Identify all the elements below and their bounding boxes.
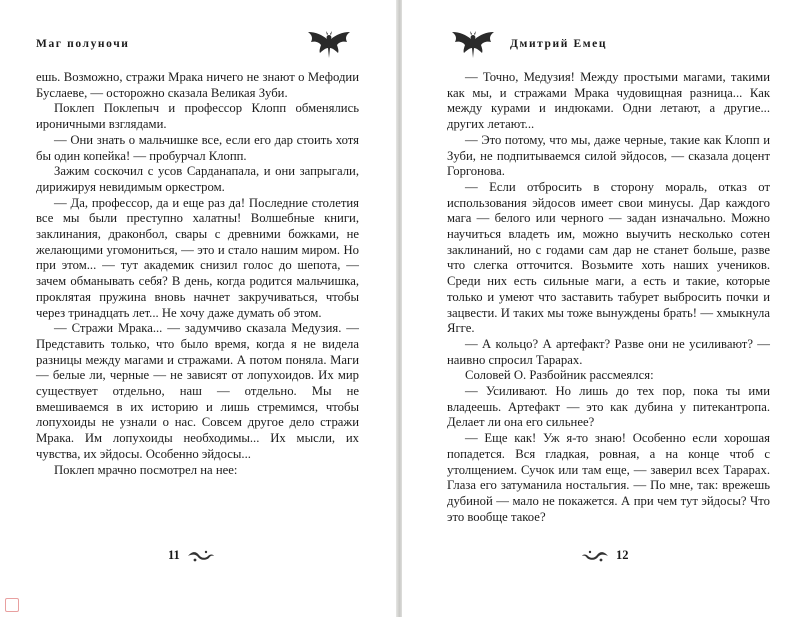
paragraph: Поклеп Поклепыч и профессор Клопп обменялись ироничными взглядами. [36,101,359,132]
paragraph: — Если отбросить в сторону мораль, отказ от использования эйдосов имеет свои минусы. Дар каждого мага — белого или черного — задан изначально. Можно научиться владеть им, можно выучить несколько сотен заклинаний, но с годами сам дар не станет больше, разве что слегка отточится. Возьмите хоть наших учеников. Среди них есть сильные маги, а есть и такие, которые только и умеют что заставить табурет выбросить почки и зацвести. И таких мы тоже вынуждены брать! — хмыкнула Ягге. [447,179,770,336]
paragraph: ешь. Возможно, стражи Мрака ничего не знают о Мефодии Буслаеве, — осторожно сказала Великая Зуби. [36,70,359,100]
paragraph: — Да, профессор, да и еще раз да! Последние столетия все мы были преступно халатны! Волшебные книги, заклинания, драконбол, свары с древними божками, не желающими угомониться, — это и стало нашим миром. Но при этом... — тут академик снизил голос до шепота, — зачем обманывать себя? В день, когда родится мальчишка, проклятая пружина вновь начнет закручиваться, чтобы через тринадцать лет... Не хочу даже думать об этом. [36,195,359,320]
flourish-ornament-icon [580,549,610,563]
page-number-left [162,548,216,563]
corner-mark [5,598,19,612]
body-text-right [447,70,770,525]
page-number: 12 [616,548,629,562]
paragraph: — Стражи Мрака... — задумчиво сказала Медузия. — Представить только, что было время, когда я не видела разницы между магами и стражами. А потом поняла. Маги — белые ли, черные — не зависят от лопухоидов. Их мир существует отдельно, наш — отдельно. Мы не вмешиваемся в их историю и лишь стремимся, чтобы лопухоиды не узнали о нас. Совсем другое дело стражи Мрака. Им лопухоиды необходимы... Их мысли, их чувства, их эйдосы. Особенно эйдосы... [36,321,359,461]
paragraph: Зажим соскочил с усов Сарданапала, и они запрыгали, дирижируя невидимым оркестром. [36,164,359,194]
body-text-left [36,70,359,478]
paragraph: Поклеп мрачно посмотрел на нее: [54,462,238,477]
bat-icon [444,26,502,60]
paragraph: — Это потому, что мы, даже черные, такие как Клопп и Зуби, не подпитываемся силой эйдосов, — сказала доцент Горгонова. [447,132,770,179]
page-number-right [580,548,635,563]
paragraph: — А кольцо? А артефакт? Разве они не усиливают? — наивно спросил Тарарах. [447,336,770,367]
page-number: 11 [168,548,180,562]
flourish-ornament-icon [186,549,216,563]
paragraph: — Усиливают. Но лишь до тех пор, пока ты ими владеешь. Артефакт — это как дубина у питекантропа. Делает ли она его сильнее? [447,384,770,430]
running-head-left: Маг полуночи [36,38,130,50]
bat-icon [300,26,358,60]
paragraph: Соловей О. Разбойник рассмеялся: [465,368,654,383]
running-head-right: Дмитрий Емец [510,38,608,50]
paragraph: — Точно, Медузия! Между простыми магами, такими как мы, и стражами Мрака чудовищная разница... Как между курами и индюками. Одни летают, а другие... других летают... [447,70,770,132]
right-page [402,0,800,617]
left-page [0,0,397,617]
paragraph: — Еще как! Уж я-то знаю! Особенно если хорошая попадется. Вся гладкая, ровная, а на конце чтоб с утолщением. Сучок или там еще, — заверил всех Тарарах. Глаза его затуманила ностальгия. — По мне, так: врежешь дубиной — мало не покажется. А при чем тут эйдосы? Что это вообще такое? [447,431,770,524]
paragraph: — Они знать о мальчишке все, если его дар стоить хотя бы один копейка! — пробурчал Клопп. [36,132,359,163]
